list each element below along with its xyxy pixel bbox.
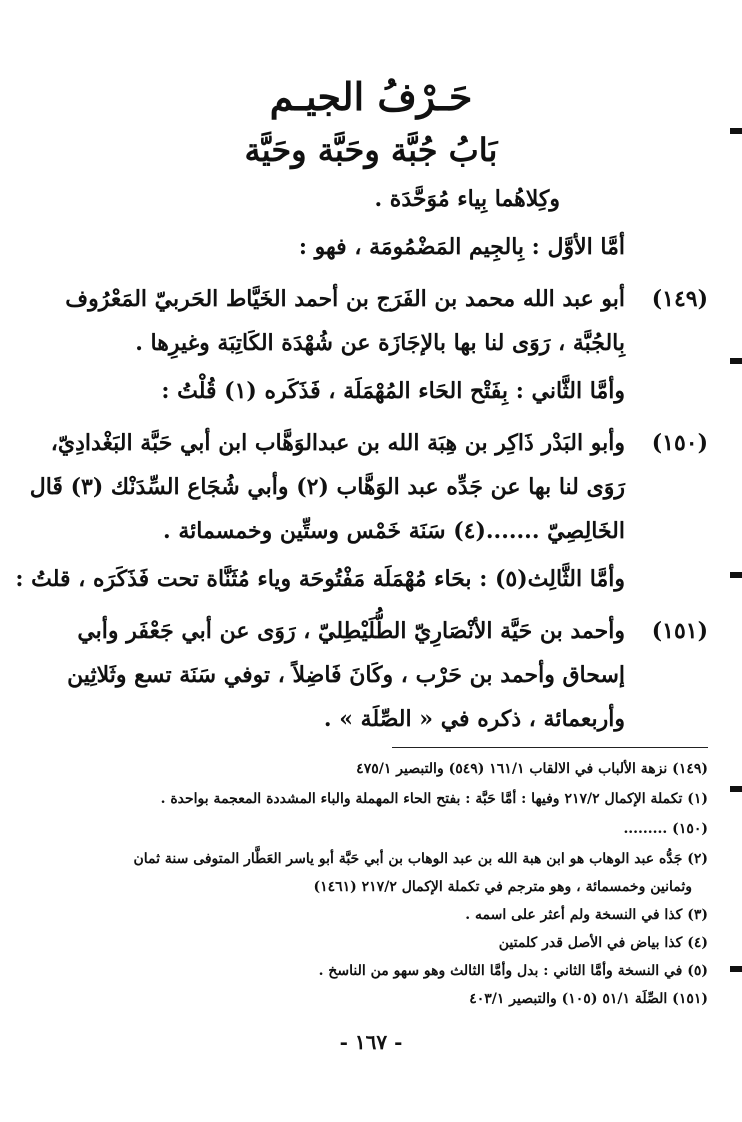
entry-150-line-2: رَوَى لنا بها عن جَدِّه عبد الوَهَّاب (٢) وأبي شُجَاع السِّدَنْك (٣) قَال <box>29 474 625 500</box>
footnote-separator <box>392 747 708 748</box>
entry-151-line-1: وأحمد بن حَيَّة الأنْصَارِيّ الطُّلَيْطِليّ ، رَوَى عن أبي جَعْفَر وأبي <box>77 618 625 644</box>
entry-149-line-1: أبو عبد الله محمد بن الفَرَج بن أحمد الخَيَّاط الحَربيّ المَعْرُوف <box>65 286 625 312</box>
margin-mark <box>730 966 742 972</box>
margin-mark <box>730 572 742 578</box>
intro-line: وكِلاهُما بِياء مُوَحَّدَة . <box>374 186 560 212</box>
margin-mark <box>730 128 742 134</box>
footnote-4: (٤) كذا بياض في الأصل قدر كلمتين <box>498 935 708 951</box>
entry-number-151: (١٥١) <box>651 618 708 644</box>
chapter-title: حَـرْفُ الجيـم <box>269 74 473 119</box>
page-number: - ١٦٧ - <box>339 1030 403 1054</box>
second-type-line: وأمَّا الثَّاني : بِفَتْح الحَاء المُهْمَلَة ، فَذَكَره (١) قُلْتُ : <box>161 378 625 404</box>
section-title: بَابُ جُبَّة وحَبَّة وحَيَّة <box>244 131 498 169</box>
margin-mark <box>730 786 742 792</box>
third-type-line: وأمَّا الثَّالِث(٥) : بحَاء مُهْمَلَة مَفْتُوحَة وياء مُثَنَّاة تحت فَذَكَرَه ، قلتُ : <box>15 566 625 592</box>
footnote-149: (١٤٩) نزهة الألباب في الالقاب ١٦١/١ (٥٤٩) والتبصير ٤٧٥/١ <box>356 761 708 777</box>
footnote-2: (٢) جَدُّه عبد الوهاب هو ابن هبة الله بن عبد الوهاب بن أبي حَبَّة أبو ياسر العَطَّار المتوفى سنة ثمان <box>133 851 708 867</box>
entry-number-150: (١٥٠) <box>651 430 708 456</box>
footnote-151: (١٥١) الصِّلَة ٥١/١ (١٠٥) والتبصير ٤٠٣/١ <box>469 991 708 1007</box>
entry-150-line-3: الخَالِصِيّ .......(٤) سَنَة خَمْس وستِّين وخمسمائة . <box>163 518 625 544</box>
entry-150-line-1: وأبو البَدْر ذَاكِر بن هِبَة الله بن عبدالوَهَّاب ابن أبي حَبَّة البَغْدادِيّ، <box>50 430 625 456</box>
footnote-5: (٥) في النسخة وأمَّا الثاني : بدل وأمَّا الثالث وهو سهو من الناسخ . <box>318 963 708 979</box>
footnote-3: (٣) كذا في النسخة ولم أعثر على اسمه . <box>465 907 708 923</box>
footnote-1: (١) تكملة الإكمال ٢١٧/٢ وفيها : أمَّا حَبَّة : بفتح الحاء المهملة والباء المشددة المعجمة بواحدة . <box>160 791 708 807</box>
margin-mark <box>730 358 742 364</box>
entry-149-line-2: بِالجُبَّة ، رَوَى لنا بها بالإجَازَة عن شُهْدَة الكَاتِبَة وغيرِها . <box>135 330 625 356</box>
footnote-150: (١٥٠) ......... <box>623 821 708 837</box>
first-type-line: أمَّا الأوَّل : بِالجِيم المَضْمُومَة ، فهو : <box>298 234 625 260</box>
footnote-2-continued: وثمانين وخمسمائة ، وهو مترجم في تكملة الإكمال ٢١٧/٢ (١٤٦١) <box>313 879 692 895</box>
entry-151-line-3: وأربعمائة ، ذكره في « الصِّلَة » . <box>323 706 625 732</box>
entry-number-149: (١٤٩) <box>651 286 708 312</box>
entry-151-line-2: إسحاق وأحمد بن حَرْب ، وكَانَ فَاضِلاً ، توفي سَنَة تسع وثَلاثِين <box>67 662 625 688</box>
